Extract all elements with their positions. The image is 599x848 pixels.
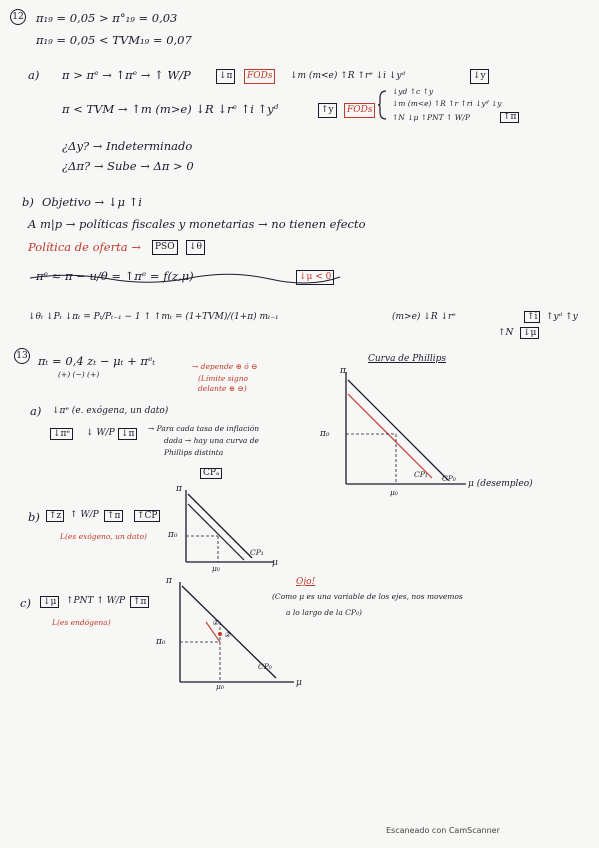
g3-x-label: μ — [296, 678, 302, 688]
g2-mu0: μ₀ — [212, 564, 220, 573]
part-b-objective: Objetivo → ↓μ ↑i — [42, 195, 142, 209]
part-b-line-3: Política de oferta → — [28, 240, 141, 254]
bracket-line-3-box: ↑π — [500, 112, 519, 123]
q13-note-1: → depende ⊕ ó ⊖ — [192, 362, 258, 371]
cp1-line — [348, 394, 432, 478]
part-13b-box-2: ↑π — [104, 510, 123, 522]
part-13b-mid: ↑ W/P — [70, 510, 99, 520]
part-b-line-5-tail: (m>e) ↓R ↓rᵉ — [392, 312, 456, 322]
part-13c-note-2: a lo largo de la CP₀) — [286, 608, 362, 617]
part-b-label: b) — [22, 195, 34, 209]
part-b-line-6-box: ↓μ — [520, 327, 539, 339]
part-13a-text: ↓πᵉ (e. exógena, un dato) — [52, 406, 169, 416]
part-b-box-theta: ↓θ — [186, 240, 205, 255]
part-13c-sub: L(es endógena) — [52, 618, 111, 627]
part-13c-label: c) — [20, 596, 31, 610]
phillips-graph-2 — [182, 490, 282, 570]
q13-note-3: delante ⊕ ⊖) — [198, 384, 247, 393]
g1-pi0: π₀ — [320, 429, 330, 439]
part-13c-ojo: Ojo! — [296, 577, 316, 587]
part-13b-box-1: ↑z — [46, 510, 64, 522]
phillips-graph-3 — [176, 582, 316, 692]
part-b-box-pso: PSO — [152, 240, 178, 255]
q13-equation: πₜ = 0,4 zₜ − μₜ + πᵉₜ — [38, 354, 156, 368]
q13-signs: (+) (−) (+) — [58, 370, 100, 379]
g3-cp: CP₀ — [258, 662, 272, 671]
g3-mu0: μ₀ — [216, 682, 224, 691]
part-13c-box-2: ↑π — [130, 596, 149, 608]
part-b-line-4: πᵉ ≈ π − u/θ = ↑πᵉ = f(z,μ) — [36, 269, 194, 283]
part-13b-label: b) — [28, 510, 40, 524]
part-b-line-5: ↓θₜ ↓Pₜ ↓πₜ = Pₜ/Pₜ₋₁ − 1 ↑ ↑mₜ = (1+TVM)/(1+π) mₜ₋₁ — [28, 312, 279, 322]
strike-scribble — [30, 270, 340, 286]
part-13b-sub: L(es exógeno, un dato) — [60, 532, 147, 541]
part-13c-box-1: ↓μ — [40, 596, 59, 608]
g3-point-1: ① — [212, 618, 219, 627]
part-13c-note-1: (Como μ es una variable de los ejes, nos movemos — [272, 592, 463, 601]
part-a-label: a) — [28, 68, 40, 82]
part-13a-mid: ↓ W/P — [86, 428, 115, 438]
g2-x-label: μ — [272, 558, 278, 568]
g2-pi0: π₀ — [168, 530, 178, 540]
part-13c-mid: ↑PNT ↑ W/P — [66, 596, 126, 606]
part-13a-box-2: ↓π — [118, 428, 137, 440]
g2-y-label: π — [176, 484, 182, 494]
part-a-box-fods-2: FODs — [344, 103, 375, 118]
part-b-line-4-box: ↓μ < 0 — [296, 270, 334, 285]
part-a-line-1-tail: ↓m (m<e) ↑R ↑rᵉ ↓i ↓yᵈ — [290, 71, 406, 81]
question-number-12: 12 — [10, 9, 26, 25]
part-13a-desc-2: dada → hay una curva de — [164, 436, 259, 445]
scanner-footer: Escaneado con CamScanner — [386, 826, 500, 835]
part-a-box-fods-1: FODs — [244, 69, 275, 84]
part-a-box-1c: ↓y — [470, 69, 489, 84]
part-a-box-2: ↑y — [318, 103, 337, 118]
bracket-line-3: ↑N ↓μ ↑PNT ↑ W/P — [392, 113, 471, 122]
part-b-line-2: A m|p → políticas fiscales y monetarias → no tienen efecto — [28, 217, 366, 231]
part-13a-desc-3: Phillips distinta — [164, 448, 224, 457]
bracket-line-2: ↓m (m<e) ↑R ↑r ↑ri ↓yᵈ ↓y — [392, 99, 502, 108]
g1-cp0: CP₀ — [442, 474, 456, 483]
part-b-line-5-box: ↑i — [524, 311, 540, 323]
curve-title: Curva de Phillips — [368, 354, 446, 364]
g2-cp: CP₁ — [250, 548, 264, 557]
g1-y-label: π — [340, 366, 346, 376]
part-13b-box-3: ↑CP — [134, 510, 160, 522]
cp0-line — [348, 380, 448, 480]
part-a-line-2: π < TVM → ↑m (m>e) ↓R ↓rᵉ ↑i ↑yᵈ — [62, 102, 279, 116]
question-dy: ¿Δy? → Indeterminado — [62, 139, 193, 153]
part-13a-desc-1: → Para cada tasa de inflación — [148, 424, 260, 433]
part-13a-box-1: ↓πᵉ — [50, 428, 73, 440]
part-13a-box-3: CPₐ — [200, 468, 222, 479]
part-b-line-5-tail-2: ↑yᵈ ↑y — [546, 312, 578, 322]
q12-line-2: π₁₉ = 0,05 < TVM₁₉ = 0,07 — [36, 33, 192, 47]
question-number-13: 13 — [14, 348, 30, 364]
part-13a-label: a) — [30, 404, 42, 418]
q13-note-2: (Límite signo — [198, 374, 249, 383]
q12-line-1: π₁₉ = 0,05 > π°₁₉ = 0,03 — [36, 11, 178, 25]
g1-cp1: CP₁ — [414, 470, 428, 479]
bracket-line-1: ↓yd ↑c ↑y — [392, 87, 434, 96]
part-b-line-6: ↑N — [498, 328, 514, 338]
g3-point-2: ② — [224, 630, 231, 639]
part-a-box-1: ↓π — [216, 69, 235, 84]
g3-pi0: π₀ — [156, 637, 166, 647]
g1-x-label: μ (desempleo) — [468, 479, 533, 489]
g1-mu0: μ₀ — [390, 488, 398, 497]
bracket-brace — [378, 90, 388, 120]
question-dpi: ¿Δπ? → Sube → Δπ > 0 — [62, 159, 194, 173]
g3-y-label: π — [166, 576, 172, 586]
part-a-line-1: π > πᵉ → ↑πᵉ → ↑ W/P — [62, 68, 191, 82]
